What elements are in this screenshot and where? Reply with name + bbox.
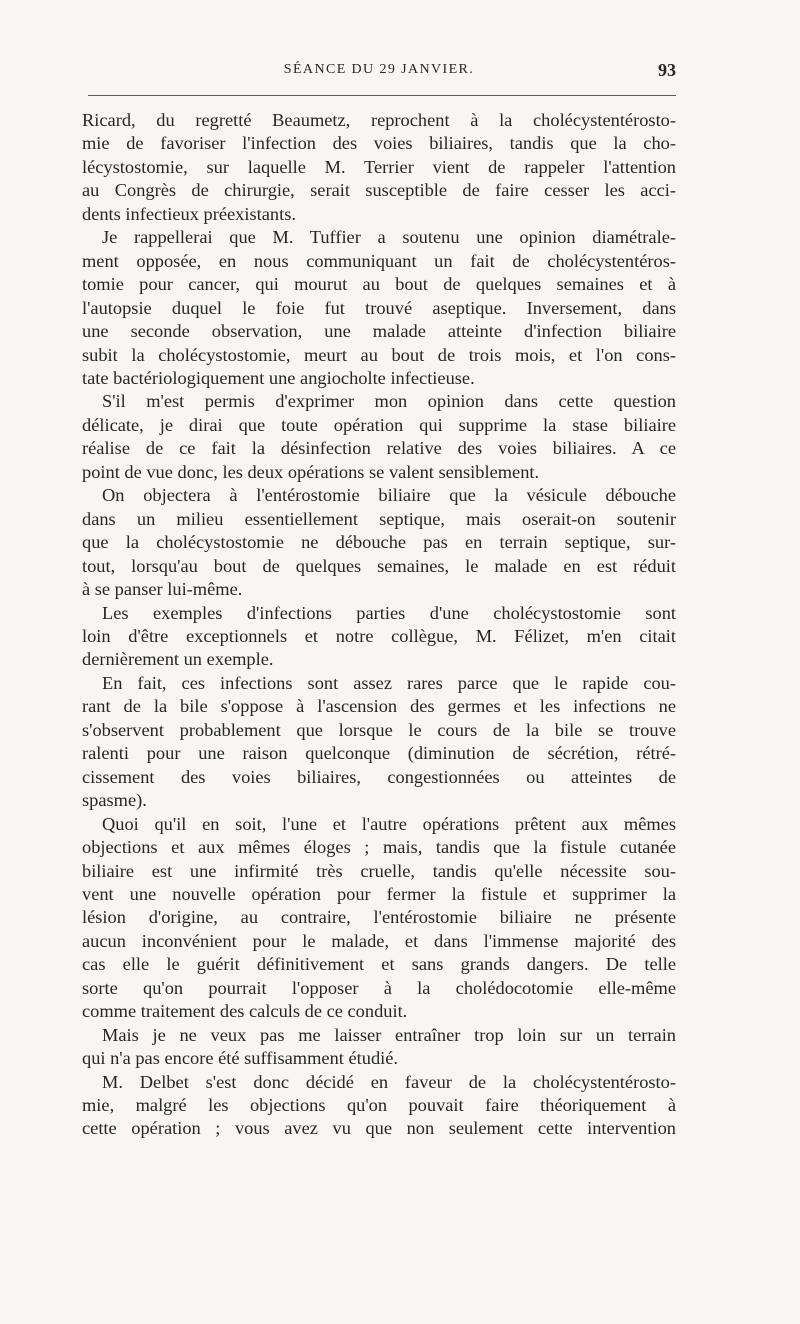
text-line: biliaire est une infirmité très cruelle, tandis qu'elle nécessite sou- bbox=[82, 860, 676, 881]
text-line: loin d'être exceptionnels et notre collègue, M. Félizet, m'en citait bbox=[82, 625, 676, 646]
paragraph bbox=[82, 109, 676, 226]
text-line: tate bactériologiquement une angiocholte infectieuse. bbox=[82, 367, 475, 388]
text-line: comme traitement des calculs de ce conduit. bbox=[82, 1001, 408, 1022]
text-line: que la cholécystostomie ne débouche pas en terrain septique, sur- bbox=[82, 532, 676, 553]
text-line: l'autopsie duquel le foie fut trouvé aseptique. Inversement, dans bbox=[82, 297, 676, 318]
text-line: s'observent probablement que lorsque le cours de la bile se trouve bbox=[82, 719, 676, 740]
paragraph bbox=[82, 602, 676, 672]
text-line: lésion d'origine, au contraire, l'entérostomie biliaire ne présente bbox=[82, 907, 676, 928]
paragraph bbox=[82, 226, 676, 390]
body-text bbox=[82, 109, 676, 1141]
text-line: délicate, je dirai que toute opération qui supprime la stase biliaire bbox=[82, 414, 676, 435]
text-line: En fait, ces infections sont assez rares parce que le rapide cou- bbox=[102, 672, 676, 693]
paragraph bbox=[82, 1071, 676, 1141]
text-line: rant de la bile s'oppose à l'ascension des germes et les infections ne bbox=[82, 696, 676, 717]
text-line: cissement des voies biliaires, congestionnées ou atteintes de bbox=[82, 766, 676, 787]
text-line: Ricard, du regretté Beaumetz, reprochent à la cholécystentérosto- bbox=[82, 110, 676, 130]
text-line: S'il m'est permis d'exprimer mon opinion dans cette question bbox=[102, 391, 676, 412]
text-line: Quoi qu'il en soit, l'une et l'autre opérations prêtent aux mêmes bbox=[102, 813, 676, 834]
text-line: au Congrès de chirurgie, serait susceptible de faire cesser les acci- bbox=[82, 180, 676, 201]
paragraph bbox=[82, 390, 676, 484]
text-line: dents infectieux préexistants. bbox=[82, 203, 296, 224]
text-line: qui n'a pas encore été suffisamment étudié. bbox=[82, 1048, 399, 1069]
text-line: tomie pour cancer, qui mourut au bout de quelques semaines et à bbox=[82, 274, 676, 295]
text-line: Je rappellerai que M. Tuffier a soutenu une opinion diamétrale- bbox=[102, 227, 676, 248]
text-line: M. Delbet s'est donc décidé en faveur de la cholécystentérosto- bbox=[102, 1071, 676, 1092]
text-line: ment opposée, en nous communiquant un fait de cholécystentéros- bbox=[82, 250, 676, 271]
text-line: Les exemples d'infections parties d'une cholécystostomie sont bbox=[102, 602, 676, 623]
text-line: sorte qu'on pourrait l'opposer à la cholédocotomie elle-même bbox=[82, 977, 676, 998]
header-rule bbox=[88, 95, 676, 96]
text-line: cette opération ; vous avez vu que non seulement cette intervention bbox=[82, 1118, 676, 1139]
paragraph bbox=[82, 813, 676, 1024]
text-line: mie de favoriser l'infection des voies biliaires, tandis que la cho- bbox=[82, 133, 676, 154]
text-line: vent une nouvelle opération pour fermer la fistule et supprimer la bbox=[82, 883, 676, 904]
text-line: point de vue donc, les deux opérations se valent sensiblement. bbox=[82, 461, 540, 482]
text-line: subit la cholécystostomie, meurt au bout de trois mois, et l'on cons- bbox=[82, 344, 676, 365]
text-line: tout, lorsqu'au bout de quelques semaines, le malade en est réduit bbox=[82, 555, 676, 576]
text-line: à se panser lui-même. bbox=[82, 579, 243, 600]
text-line: aucun inconvénient pour le malade, et dans l'immense majorité des bbox=[82, 930, 676, 951]
text-line: mie, malgré les objections qu'on pouvait faire théoriquement à bbox=[82, 1095, 676, 1116]
page-header bbox=[82, 60, 676, 84]
text-line: On objectera à l'entérostomie biliaire que la vésicule débouche bbox=[102, 485, 676, 506]
running-title: SÉANCE DU 29 JANVIER. bbox=[283, 62, 475, 77]
text-line: objections et aux mêmes éloges ; mais, tandis que la fistule cutanée bbox=[82, 837, 676, 858]
text-line: lécystostomie, sur laquelle M. Terrier vient de rappeler l'attention bbox=[82, 156, 676, 177]
text-line: dernièrement un exemple. bbox=[82, 649, 274, 670]
page-number: 93 bbox=[658, 60, 676, 80]
text-line: Mais je ne veux pas me laisser entraîner trop loin sur un terrain bbox=[102, 1024, 676, 1045]
text-line: une seconde observation, une malade atteinte d'infection biliaire bbox=[82, 321, 676, 342]
text-line: ralenti pour une raison quelconque (diminution de sécrétion, rétré- bbox=[82, 743, 676, 764]
paragraph bbox=[82, 1024, 676, 1071]
text-line: spasme). bbox=[82, 790, 147, 811]
text-line: réalise de ce fait la désinfection relative des voies biliaires. A ce bbox=[82, 438, 676, 459]
text-line: cas elle le guérit définitivement et sans grands dangers. De telle bbox=[82, 954, 676, 975]
text-line: dans un milieu essentiellement septique, mais oserait-on soutenir bbox=[82, 508, 676, 529]
paragraph bbox=[82, 484, 676, 601]
paragraph bbox=[82, 672, 676, 813]
